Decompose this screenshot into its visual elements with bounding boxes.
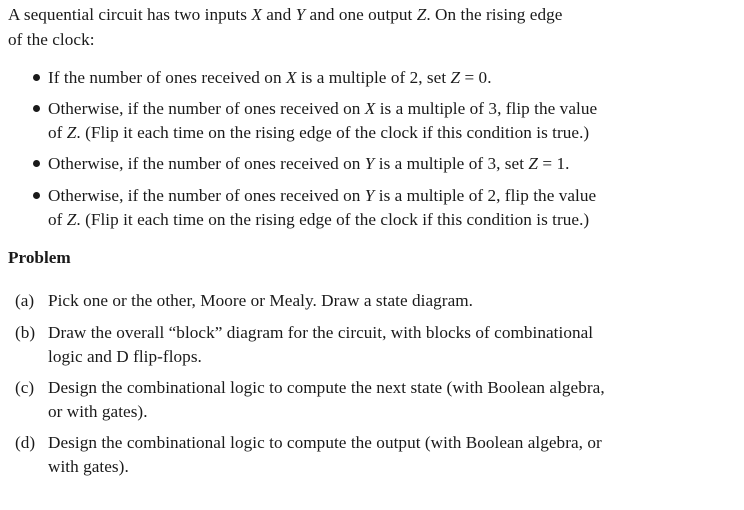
rule-3-line-1: Otherwise, if the number of ones received on Y is a multiple of 3, set Z = 1.	[48, 154, 570, 173]
part-c-line-2: or with gates).	[48, 402, 148, 421]
rule-4-line-1: Otherwise, if the number of ones received on Y is a multiple of 2, flip the value	[48, 186, 597, 205]
part-label: (d)	[15, 433, 36, 452]
math-variable: Y	[364, 154, 375, 173]
part-d-line-2: with gates).	[48, 457, 129, 476]
intro-line-1: A sequential circuit has two inputs X and Y and one output Z. On the rising edge	[8, 5, 563, 24]
math-variable: X	[364, 99, 376, 118]
bullet-icon	[33, 192, 40, 199]
part-b-line-1: Draw the overall “block” diagram for the circuit, with blocks of combinational	[48, 323, 594, 342]
part-label: (b)	[15, 323, 36, 342]
math-variable: Z	[450, 68, 461, 87]
math-variable: Z	[66, 123, 77, 142]
rule-2-line-2: of Z. (Flip it each time on the rising edge of the clock if this condition is true.)	[48, 123, 590, 142]
math-variable: Y	[364, 186, 375, 205]
bullet-icon	[33, 105, 40, 112]
bullet-icon	[33, 160, 40, 167]
rule-4-line-2: of Z. (Flip it each time on the rising edge of the clock if this condition is true.)	[48, 210, 590, 229]
math-variable: X	[251, 5, 262, 24]
math-variable: Z	[416, 5, 427, 24]
part-b-line-2: logic and D flip-flops.	[48, 347, 202, 366]
part-a-line-1: Pick one or the other, Moore or Mealy. Draw a state diagram.	[48, 291, 474, 310]
part-label: (a)	[15, 291, 35, 310]
math-variable: X	[285, 68, 297, 87]
bullet-icon	[33, 74, 40, 81]
rule-2-line-1: Otherwise, if the number of ones received on X is a multiple of 3, flip the value	[48, 99, 598, 118]
part-label: (c)	[15, 378, 35, 397]
intro-line-2: of the clock:	[8, 30, 95, 49]
rule-1-line-1: If the number of ones received on X is a multiple of 2, set Z = 0.	[48, 68, 492, 87]
math-variable: Y	[295, 5, 306, 24]
part-d-line-1: Design the combinational logic to compute the output (with Boolean algebra, or	[48, 433, 602, 452]
math-variable: Z	[66, 210, 77, 229]
problem-heading: Problem	[8, 248, 71, 267]
part-c-line-1: Design the combinational logic to compute the next state (with Boolean algebra,	[48, 378, 605, 397]
math-variable: Z	[528, 154, 539, 173]
